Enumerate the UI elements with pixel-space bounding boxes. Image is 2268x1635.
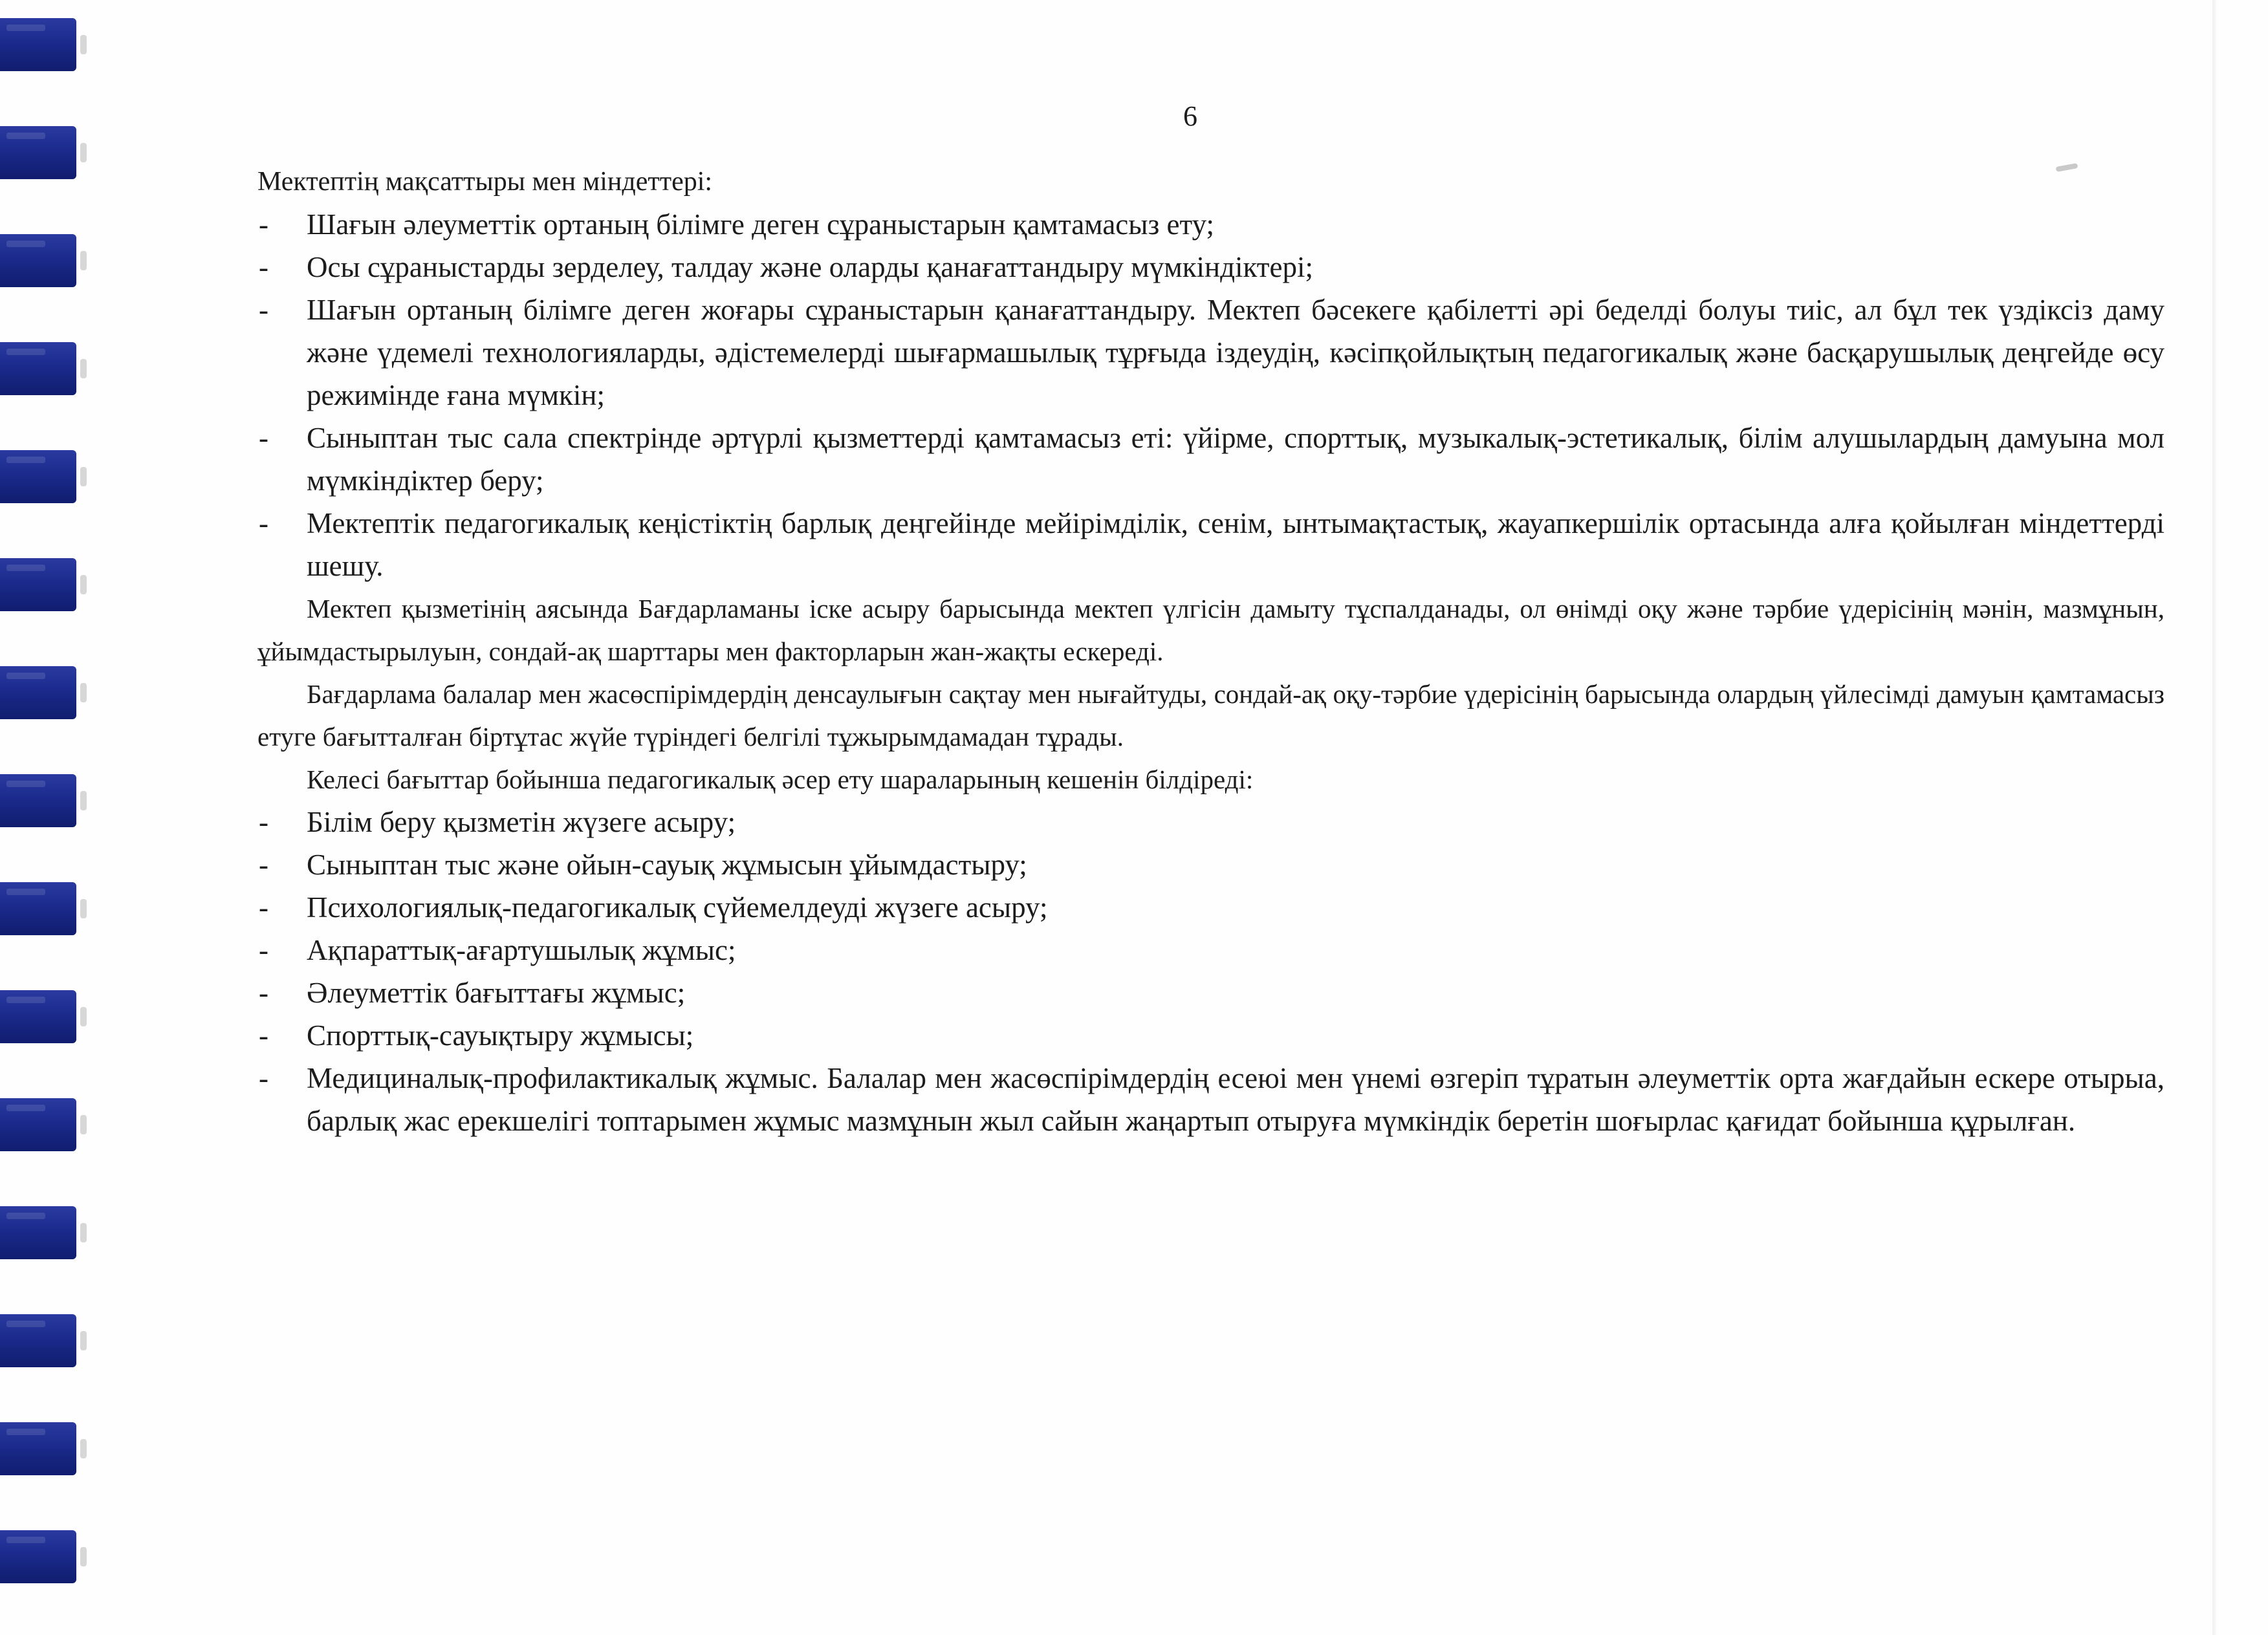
bullet-dash: - — [259, 507, 268, 539]
direction-item — [257, 801, 2164, 843]
bullet-dash: - — [259, 977, 268, 1009]
binding-ring — [0, 990, 76, 1043]
binding-ring — [0, 234, 76, 287]
body-paragraph: Келесі бағыттар бойынша педагогикалық әсер ету шараларының кешенін білдіреді: — [307, 764, 1254, 794]
bullet-dash: - — [259, 1062, 268, 1094]
page-number: 6 — [1183, 100, 1197, 132]
binding-hole — [80, 143, 87, 162]
binding-ring — [0, 1098, 76, 1151]
binding-hole — [80, 1007, 87, 1026]
goal-text: Шағын әлеуметтік ортаның білімге деген сұраныстарын қамтамасыз ету; — [307, 208, 1214, 241]
goal-item — [257, 288, 2164, 417]
document-body — [257, 160, 2164, 1142]
bullet-dash: - — [259, 294, 268, 326]
page-edge — [2212, 0, 2216, 1635]
binding-ring — [0, 882, 76, 935]
goal-text: Осы сұраныстарды зерделеу, талдау және оларды қанағаттандыру мүмкіндіктері; — [307, 251, 1313, 283]
binding-ring — [0, 1422, 76, 1475]
direction-text: Әлеуметтік бағыттағы жұмыс; — [307, 977, 686, 1009]
bullet-dash: - — [259, 806, 268, 838]
direction-text: Ақпараттық-ағартушылық жұмыс; — [307, 934, 736, 966]
goal-item — [257, 502, 2164, 587]
binding-hole — [80, 1331, 87, 1350]
bullet-dash: - — [259, 934, 268, 966]
bullet-dash: - — [259, 891, 268, 924]
bullet-dash: - — [259, 422, 268, 454]
direction-item — [257, 971, 2164, 1014]
direction-item — [257, 1014, 2164, 1057]
goal-text: Сыныптан тыс сала спектрінде әртүрлі қызметтерді қамтамасыз еті: үйірме, спорттық, музыкалық-эстетикалық, білім алушылардың дамуына мол мүмкіндіктер беру; — [307, 422, 2164, 497]
binding-hole — [80, 359, 87, 378]
binding-ring — [0, 1314, 76, 1367]
direction-text: Психологиялық-педагогикалық сүйемелдеуді жүзеге асыру; — [307, 891, 1048, 924]
binding-hole — [80, 1223, 87, 1242]
goal-text: Шағын ортаның білімге деген жоғары сұраныстарын қанағаттандыру. Мектеп бәсекеге қабілетті әрі беделді болуы тиіс, ал бұл тек үздіксіз даму және үдемелі технологияларды, әдістемелерді шығармашылық тұрғыда іздеудің, кәсіпқойлықтың педагогикалық және басқарушылық деңгейде өсу режимінде ғана мүмкін; — [307, 294, 2164, 411]
direction-text: Білім беру қызметін жүзеге асыру; — [307, 806, 736, 838]
binding-hole — [80, 35, 87, 54]
binding-ring — [0, 666, 76, 719]
direction-text: Медициналық-профилактикалық жұмыс. Балалар мен жасөспірімдердің есеюі мен үнемі өзгеріп тұратын әлеуметтік орта жағдайын ескере отырыа, барлық жас ерекшелігі топтарымен жұмыс мазмұнын жыл сайын жаңартып отыруға мүмкіндік беретін шоғырлас қағидат бойынша құрылған. — [307, 1062, 2164, 1137]
body-paragraph: Мектеп қызметінің аясында Бағдарламаны іске асыру барысында мектеп үлгісін дамыту тұспалданады, ол өнімді оқу және тәрбие үдерісінің мәнін, мазмұнын, ұйымдастырылуын, сондай-ақ шарттары мен факторларын жан-жақты ескереді. — [257, 594, 2164, 666]
goal-text: Мектептік педагогикалық кеңістіктің барлық деңгейінде мейірімділік, сенім, ынтымақтастық, жауапкершілік ортасында алға қойылған міндеттерді шешу. — [307, 507, 2164, 582]
binding-hole — [80, 683, 87, 702]
binding-ring — [0, 558, 76, 611]
spiral-binding — [0, 0, 91, 1635]
binding-hole — [80, 251, 87, 270]
direction-text: Сыныптан тыс және ойын-сауық жұмысын ұйымдастыру; — [307, 849, 1027, 881]
goal-item — [257, 417, 2164, 502]
direction-item — [257, 843, 2164, 886]
direction-item — [257, 929, 2164, 971]
section-heading: Мектептің мақсаттыры мен міндеттері: — [257, 167, 713, 197]
directions-list — [257, 801, 2164, 1142]
direction-item — [257, 886, 2164, 929]
binding-ring — [0, 342, 76, 395]
binding-ring — [0, 450, 76, 503]
bullet-dash: - — [259, 251, 268, 283]
direction-text: Спорттық-сауықтыру жұмысы; — [307, 1019, 694, 1052]
binding-ring — [0, 774, 76, 827]
body-paragraph: Бағдарлама балалар мен жасөспірімдердің денсаулығын сақтау мен нығайтуды, сондай-ақ оқу-тәрбие үдерісінің барысында олардың үйлесімді дамуын қамтамасыз етуге бағытталған біртұтас жүйе түріндегі белгілі тұжырымдамадан тұрады. — [257, 679, 2164, 752]
bullet-dash: - — [259, 208, 268, 241]
binding-ring — [0, 1206, 76, 1259]
binding-hole — [80, 1115, 87, 1134]
bullet-dash: - — [259, 1019, 268, 1052]
binding-ring — [0, 18, 76, 71]
binding-hole — [80, 575, 87, 594]
binding-hole — [80, 1439, 87, 1458]
binding-hole — [80, 899, 87, 918]
goal-item — [257, 246, 2164, 288]
binding-ring — [0, 1530, 76, 1583]
binding-hole — [80, 791, 87, 810]
binding-hole — [80, 1547, 87, 1566]
binding-hole — [80, 467, 87, 486]
goals-list — [257, 203, 2164, 587]
binding-ring — [0, 126, 76, 179]
bullet-dash: - — [259, 849, 268, 881]
direction-item — [257, 1057, 2164, 1142]
goal-item — [257, 203, 2164, 246]
